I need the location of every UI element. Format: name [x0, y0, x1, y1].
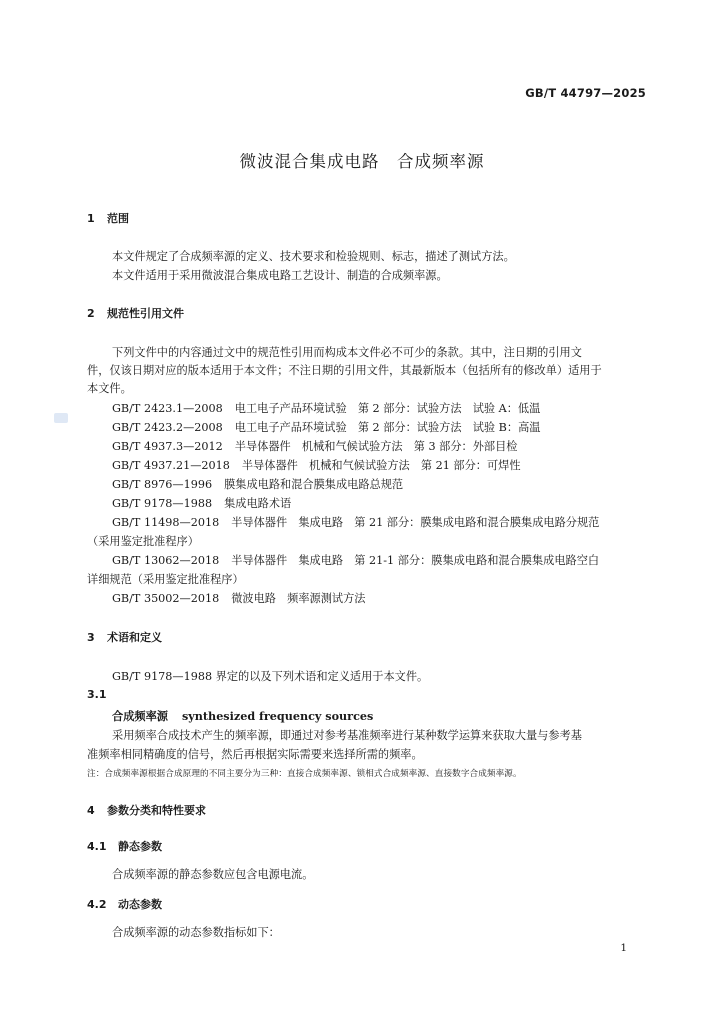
reference-continuation: 详细规范（采用鉴定批准程序） [87, 573, 244, 586]
reference-item [112, 552, 599, 568]
reference-title: 微波电路 频率源测试方法 [231, 592, 366, 605]
section-title: 规范性引用文件 [107, 307, 184, 320]
paragraph-line: 下列文件中的内容通过文中的规范性引用而构成本文件必不可少的条款。其中，注日期的引用文 [112, 346, 582, 359]
section-title: 术语和定义 [107, 631, 162, 644]
term-number: 3.1 [87, 688, 107, 701]
section-number: 2 [87, 307, 95, 320]
standard-number: GB/T 44797—2025 [525, 86, 646, 100]
subsection-4-1-heading [87, 838, 162, 854]
section-4-heading [87, 802, 206, 818]
reference-code: GB/T 9178—1988 [112, 497, 213, 510]
reference-title: 集成电路术语 [224, 497, 292, 510]
reference-item [112, 590, 365, 606]
note: 注：合成频率源根据合成原理的不同主要分为三种：直接合成频率源、锁相式合成频率源、直接数字合成频率源。 [87, 769, 522, 779]
paragraph: 本文件适用于采用微波混合集成电路工艺设计、制造的合成频率源。 [112, 269, 448, 282]
subsection-number: 4.2 [87, 898, 107, 911]
reference-code: GB/T 13062—2018 [112, 554, 220, 567]
paragraph-line: 件，仅该日期对应的版本适用于本文件；不注日期的引用文件，其最新版本（包括所有的修改单）适用于 [87, 364, 602, 377]
reference-item [112, 476, 403, 492]
section-number: 1 [87, 212, 95, 225]
section-title: 参数分类和特性要求 [107, 804, 206, 817]
reference-code: GB/T 4937.3—2012 [112, 440, 223, 453]
reference-title: 半导体器件 机械和气候试验方法 第 3 部分：外部目检 [234, 440, 518, 453]
reference-code: GB/T 4937.21—2018 [112, 459, 230, 472]
term-entry [112, 708, 373, 724]
subsection-number: 4.1 [87, 840, 107, 853]
subsection-4-2-heading [87, 896, 162, 912]
subsection-title: 静态参数 [118, 840, 162, 853]
reference-title: 半导体器件 集成电路 第 21-1 部分：膜集成电路和混合膜集成电路空白 [231, 554, 600, 567]
reference-item [112, 419, 540, 435]
reference-title: 半导体器件 集成电路 第 21 部分：膜集成电路和混合膜集成电路分规范 [231, 516, 600, 529]
paragraph: 合成频率源的动态参数指标如下： [112, 926, 280, 939]
paragraph-line: 本文件。 [87, 382, 132, 395]
reference-item [112, 457, 521, 473]
subsection-title: 动态参数 [118, 898, 162, 911]
reference-code: GB/T 2423.1—2008 [112, 402, 223, 415]
reference-item [112, 495, 291, 511]
reference-code: GB/T 8976—1996 [112, 478, 213, 491]
section-2-heading [87, 305, 184, 321]
paragraph: GB/T 9178—1988 界定的以及下列术语和定义适用于本文件。 [112, 670, 429, 683]
section-title: 范围 [107, 212, 129, 225]
section-number: 3 [87, 631, 95, 644]
document-title: 微波混合集成电路 合成频率源 [239, 152, 485, 171]
reference-item [112, 400, 540, 416]
reference-title: 半导体器件 机械和气候试验方法 第 21 部分：可焊性 [241, 459, 521, 472]
term-zh: 合成频率源 [112, 709, 168, 723]
section-number: 4 [87, 804, 95, 817]
paragraph: 本文件规定了合成频率源的定义、技术要求和检验规则、标志，描述了测试方法。 [112, 250, 515, 263]
reference-title: 膜集成电路和混合膜集成电路总规范 [224, 478, 404, 491]
section-1-heading [87, 210, 129, 226]
page-number: 1 [620, 942, 627, 954]
reference-code: GB/T 2423.2—2008 [112, 421, 223, 434]
term-en: synthesized frequency sources [181, 709, 374, 723]
reference-continuation: （采用鉴定批准程序） [87, 535, 199, 548]
margin-marker [54, 413, 68, 423]
reference-code: GB/T 11498—2018 [112, 516, 220, 529]
section-3-heading [87, 629, 162, 645]
reference-title: 电工电子产品环境试验 第 2 部分：试验方法 试验 A：低温 [234, 402, 541, 415]
paragraph: 合成频率源的静态参数应包含电源电流。 [112, 868, 314, 881]
definition-line: 准频率相同精确度的信号，然后再根据实际需要来选择所需的频率。 [87, 748, 423, 761]
reference-code: GB/T 35002—2018 [112, 592, 220, 605]
reference-item [112, 438, 517, 454]
reference-title: 电工电子产品环境试验 第 2 部分：试验方法 试验 B：高温 [234, 421, 541, 434]
definition-line: 采用频率合成技术产生的频率源，即通过对参考基准频率进行某种数学运算来获取大量与参考基 [112, 729, 582, 742]
reference-item [112, 514, 599, 530]
